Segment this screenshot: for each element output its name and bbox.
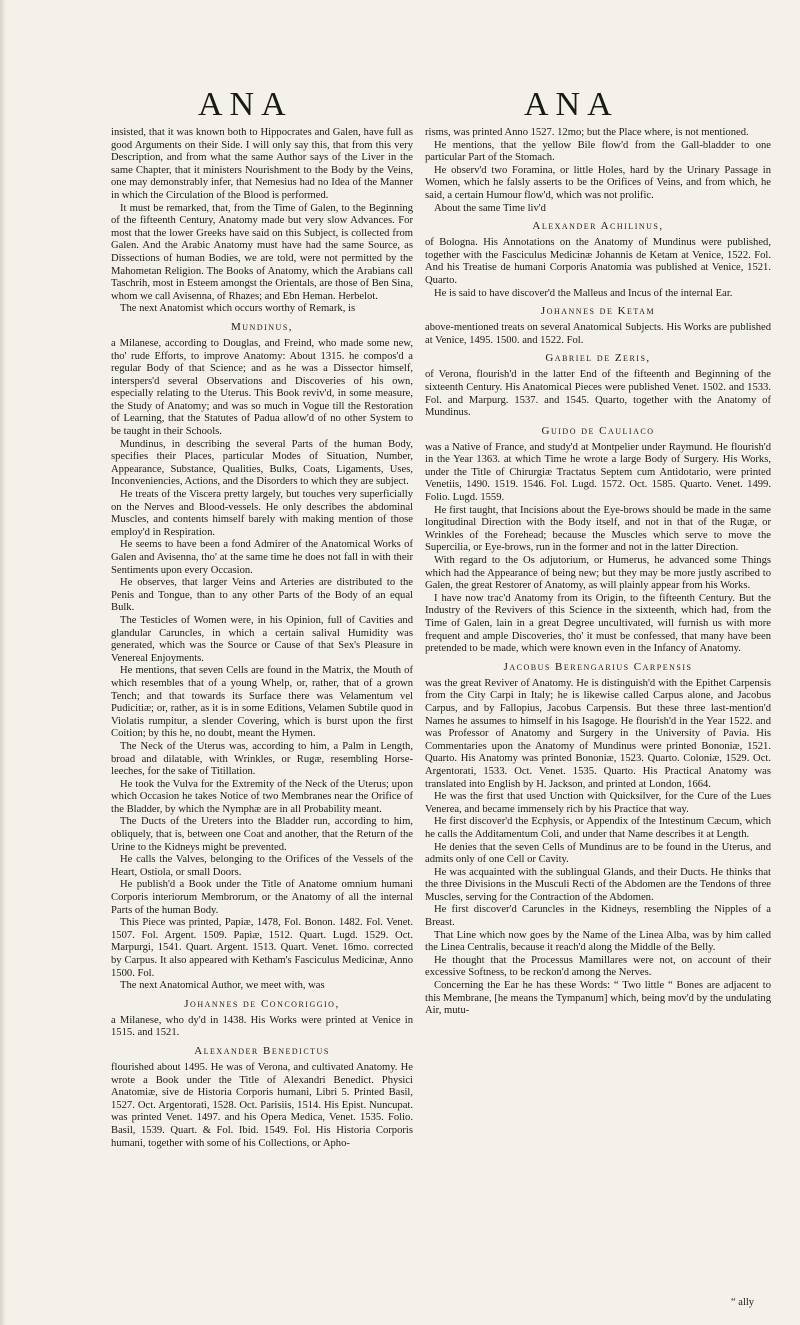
paragraph: a Milanese, according to Douglas, and Freind, who made some new, tho' rude Efforts, to improve Anatomy: About 1315. he compos'd a regular Body of that Science; and as he was a Dissector himself, interspers'd several Observations and Discoveries of his own, especially relating to the Uterus. This Book reviv'd, in some measure, the Study of Anatomy; and was so much in Vogue till the Restoration of Learning, that the Statutes of Padua allow'd of no other System to be taught in their Schools. bbox=[111, 337, 413, 438]
paragraph: flourished about 1495. He was of Verona, and cultivated Anatomy. He wrote a Book under the Title of Alexandri Benedict. Physici Anatomiæ, sive de Historia Corporis humani, Libri 5. Printed Basil, 1527. Oct. Argentorati, 1528. Oct. Parisiis, 1514. His Epist. Nuncupat. was printed Venet. 1497. and his Opera Medica, Venet. 1535. Folio. Basil, 1539. Quart. & Fol. Ibid. 1549. Fol. His Historia Corporis humani, together with some of his Collections, or Apho- bbox=[111, 1061, 413, 1149]
paragraph: He was the first that used Unction with Quicksilver, for the Cure of the Lues Venerea, and became immensely rich by his Practice that way. bbox=[425, 791, 771, 815]
paragraph: He thought that the Processus Mamillares were not, on account of their excessive Softness, to be reckon'd among the Nerves. bbox=[425, 954, 771, 979]
paragraph: risms, was printed Anno 1527. 12mo; but the Place where, is not mentioned. bbox=[425, 127, 749, 138]
paragraph: was a Native of France, and study'd at Montpelier under Raymund. He flourish'd in the Year 1363. at which Time he wrote a large Body of Surgery. His Works, under the Title of Chirurgiæ Tractatus Septem cum Antidotario, were printed Venetiis, 1490. 1519. 1546. Fol. Lugd. 1572. Oct. 1585. Quarto. Venet. 1499. Folio. Lugd. 1559. bbox=[425, 441, 771, 504]
paragraph: This Piece was printed, Papiæ, 1478, Fol. Bonon. 1482. Fol. Venet. 1507. Fol. Argent. 1509. Papiæ, 1512. Quart. Lugd. 1529. Oct. Marpurgi, 1541. Quart. Argent. 1513. Quart. Venet. 16mo. corrected by Carpus. It also appeared with Ketham's Fasciculus Medicinæ, Anno 1500. Fol. bbox=[111, 917, 413, 979]
paragraph: I have now trac'd Anatomy from its Origin, to the fifteenth Century. But the Industry of the Revivers of this Science in the sixteenth, which had, from the Time of Galen, lain in a great Degree uncultivated, will furnish us with more frequent and ample Discoveries, tho' it must be confessed, that many have been pretended to be made, which were known even in the Infancy of Anatomy. bbox=[425, 592, 771, 655]
paragraph: He was acquainted with the sublingual Glands, and their Ducts. He thinks that the three Divisions in the Musculi Recti of the Abdomen are the Tendons of three Muscles, serving for the Contraction of the Abdomen. bbox=[425, 866, 771, 903]
paragraph: It must be remarked, that, from the Time of Galen, to the Beginning of the fifteenth Century, Anatomy made but very slow Advances. For most that the lower Greeks have said on this Subject, is collected from Galen. And the Arabic Anatomy must have had the same Source, as Dissections of human Bodies, we are told, were not permitted by the Mahometan Religion. The Books of Anatomy, which the Arabians call Taschrih, most in Esteem amongst the Orientals, are those of Ben Sina, whom we call Avisenna, of Rhazes; and Ebn Heman. Herbelot. bbox=[111, 202, 413, 302]
paragraph: He first taught, that Incisions about the Eye-brows should be made in the same longitudinal Direction with the Body itself, and not in that of the Rugæ, or Wrinkles of the Forehead; because the Muscles which serve to move the Supercilia, or Eye-brows, run in the former and not in the latter Direction. bbox=[425, 504, 771, 554]
paragraph: insisted, that it was known both to Hippocrates and Galen, have full as good Arguments on their Side. I will only say this, that from this very Description, and from what the same Author says of the Liver in the same Chapter, that it ministers Nourishment to the Body by the Veins, one may demonstrably infer, that Nemesius had no Idea of the Manner in which the Circulation of the Blood is performed. bbox=[111, 127, 413, 201]
paragraph: He observ'd two Foramina, or little Holes, hard by the Urinary Passage in Women, which he falsly asserts to be the Orifices of Veins, and from which, he said, a certain Humour flow'd, which was not prolific. bbox=[425, 164, 771, 201]
section-heading: Jacobus Berengarius Carpensis bbox=[503, 660, 693, 673]
left-column bbox=[111, 127, 413, 1310]
paragraph: above-mentioned treats on several Anatomical Subjects. His Works are published at Venice, 1495. 1500. and 1522. Fol. bbox=[425, 322, 771, 346]
paragraph: of Verona, flourish'd in the latter End of the fifteenth and Beginning of the sixteenth Century. His Anatomical Pieces were published Venet. 1502. and 1533. Fol. and Marpurg. 1537. and 1545. Quarto, together with the Anatomy of Mundinus. bbox=[425, 369, 771, 419]
paragraph: The next Anatomical Author, we meet with, was bbox=[120, 980, 325, 992]
paragraph: of Bologna. His Annotations on the Anatomy of Mundinus were published, together with the Fasciculus Medicinæ Johannis de Ketam at Venice, 1522. Fol. And his Treatise de humani Corporis Anatomia was published at Venice, 1521. Quarto. bbox=[425, 237, 771, 286]
section-heading: Alexander Benedictus bbox=[194, 1044, 330, 1057]
paragraph: That Line which now goes by the Name of the Linea Alba, was by him called the Linea Centralis, because it reach'd along the Middle of the Belly. bbox=[425, 929, 771, 954]
right-column bbox=[425, 127, 771, 1310]
paragraph: He seems to have been a fond Admirer of the Anatomical Works of Galen and Avisenna, tho' at the same time he does not fall in with their Sentiments upon every Occasion. bbox=[111, 539, 413, 576]
header-right: ANA bbox=[524, 86, 619, 123]
paragraph: The next Anatomist which occurs worthy of Remark, is bbox=[120, 303, 356, 315]
paragraph: He treats of the Viscera pretty largely, but touches very superficially on the Nerves and Blood-vessels. He only describes the abdominal Muscles, and contents himself barely with making mention of those employ'd in Respiration. bbox=[111, 489, 413, 538]
paragraph: Concerning the Ear he has these Words: “ Two little “ Bones are adjacent to this Membrane, [he means the Tympanum] which, being mov'd by the undulating Air, mutu- bbox=[425, 980, 771, 1017]
section-heading: Gabriel de Zeris, bbox=[545, 352, 651, 365]
paragraph: He first discover'd the Ecphysis, or Appendix of the Intestinum Cæcum, which he calls the Additamentum Coli, and under that Name describes it at Length. bbox=[425, 816, 771, 840]
section-heading: Johannes de Ketam bbox=[540, 305, 656, 318]
paragraph: He mentions, that seven Cells are found in the Matrix, the Mouth of which resembles that of a young Whelp, or, rather, that of a grown Tench; and that towards its Surface there was Velamentum vel Pudicitiæ; or, rather, as it is in some Editions, Velamen Subtile quod in Violatis rumpitur, a slender Covering, which is burst upon the first Coition; by this he, no doubt, meant the Hymen. bbox=[111, 665, 413, 740]
paragraph: Mundinus, in describing the several Parts of the human Body, specifies their Places, particular Modes of Situation, Number, Appearance, Substance, Qualities, Bulks, Coats, Ligaments, Uses, Inconveniencies, Actions, and the Disorders to which they are subject. bbox=[111, 438, 413, 488]
section-heading: Johannes de Concoriggio, bbox=[184, 997, 340, 1010]
catchword: “ ally bbox=[731, 1297, 755, 1308]
paragraph: He took the Vulva for the Extremity of the Neck of the Uterus; upon which Occasion he takes Notice of two Membranes near the Orifice of the Bladder, by which the Nymphæ are in all Probability meant. bbox=[111, 778, 413, 815]
section-heading: Alexander Achilinus, bbox=[532, 220, 664, 233]
paragraph: a Milanese, who dy'd in 1438. His Works were printed at Venice in 1515. and 1521. bbox=[111, 1014, 413, 1039]
page-fold-shadow bbox=[0, 0, 6, 1325]
paragraph: He observes, that larger Veins and Arteries are distributed to the Penis and Tongue, than to any other Parts of the Body of an equal Bulk. bbox=[111, 577, 413, 614]
paragraph: He first discover'd Caruncles in the Kidneys, resembling the Nipples of a Breast. bbox=[425, 904, 771, 929]
paragraph: With regard to the Os adjutorium, or Humerus, he advanced some Things which had the Appearance of being new; but they may be more justly ascribed to Galen, the great Restorer of Anatomy, as will plainly appear from his Works. bbox=[425, 555, 771, 592]
header-left: ANA bbox=[198, 86, 293, 123]
paragraph: He denies that the seven Cells of Mundinus are to be found in the Uterus, and admits only of one Cell or Cavity. bbox=[425, 841, 771, 866]
paragraph: The Ducts of the Ureters into the Bladder run, according to him, obliquely, that is, between one Coat and another, that the Return of the Urine to the Kidneys might be prevented. bbox=[111, 816, 413, 853]
paragraph: The Testicles of Women were, in his Opinion, full of Cavities and glandular Caruncles, in which a certain salival Humidity was generated, which was the Source or Cause of that Sex's Pleasure in Venereal Enjoyments. bbox=[111, 614, 413, 664]
paragraph: He calls the Valves, belonging to the Orifices of the Vessels of the Heart, Ostiola, or small Doors. bbox=[111, 854, 413, 878]
running-header bbox=[0, 85, 800, 129]
paragraph: The Neck of the Uterus was, according to him, a Palm in Length, broad and dilatable, with Wrinkles, or Rugæ, resembling Horse-leeches, for the sake of Titillation. bbox=[111, 740, 413, 778]
paragraph: was the great Reviver of Anatomy. He is distinguish'd with the Epithet Carpensis from the City Carpi in Italy; he is likewise called Carpus alone, and Jacobus Carpus, and by Fallopius, Jacobus Carpensis. But these three last-mention'd Names he assumes to himself in his Isagoge. He flourish'd in the Year 1522. and was Professor of Anatomy and Surgery in the University of Pavia. His Commentaries upon the Anatomy of Mundinus were printed Bononiæ, 1521. Quarto. His Anatomy was printed Bononiæ, 1523. Quarto. Coloniæ, 1529. Oct. Argentorati, 1533. Oct. Venet. 1535. Quarto. His Practical Anatomy was translated into English by H. Jackson, and printed at London, 1664. bbox=[425, 677, 771, 790]
paragraph: He mentions, that the yellow Bile flow'd from the Gall-bladder to one particular Part of the Stomach. bbox=[425, 139, 771, 164]
paragraph: He publish'd a Book under the Title of Anatome omnium humani Corporis interiorum Membrorum, or the Anatomy of all the internal Parts of the human Body. bbox=[111, 879, 413, 916]
paragraph: He is said to have discover'd the Malleus and Incus of the internal Ear. bbox=[434, 287, 733, 299]
section-heading: Guido de Cauliaco bbox=[541, 424, 655, 437]
paragraph: About the same Time liv'd bbox=[434, 202, 546, 214]
section-heading: Mundinus, bbox=[230, 320, 294, 333]
